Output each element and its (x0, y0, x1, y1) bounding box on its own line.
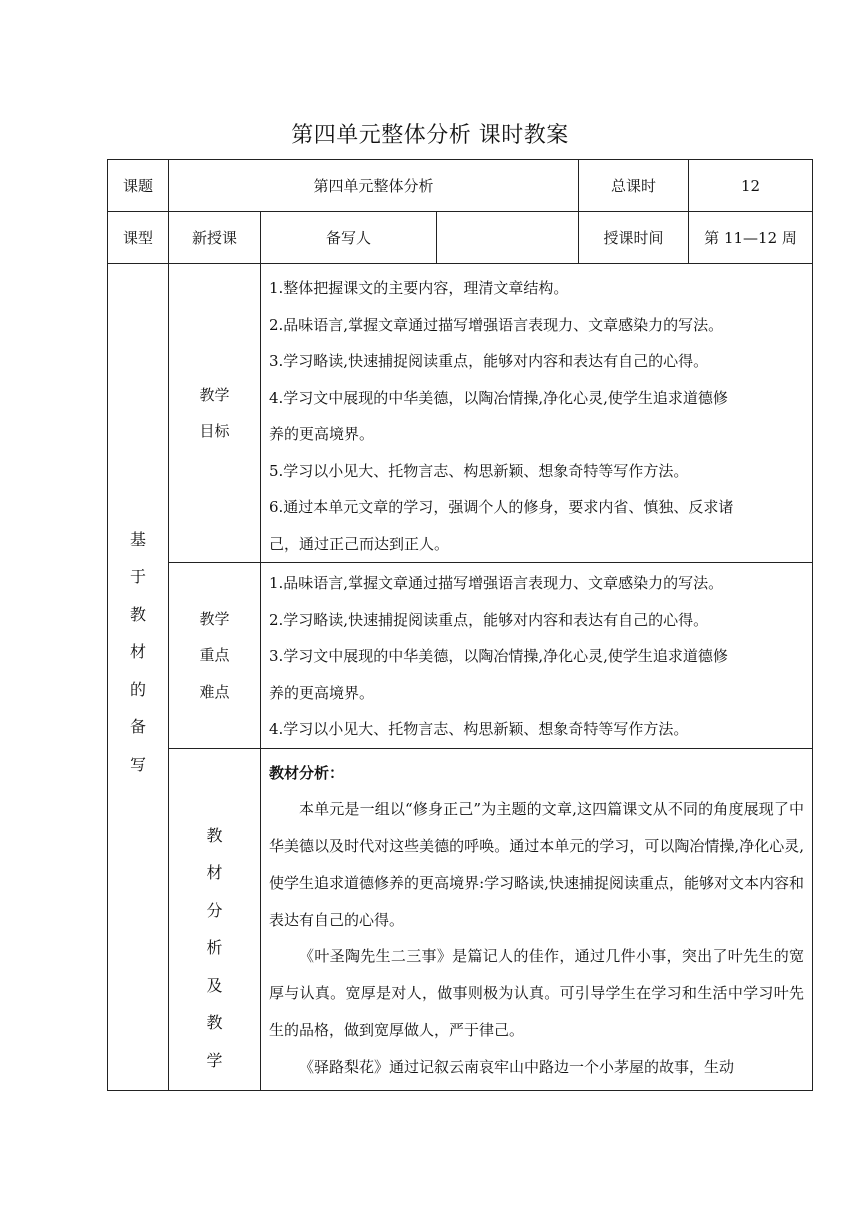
key-point-line: 2.学习略读,快速捕捉阅读重点，能够对内容和表达有自己的心得。 (269, 610, 709, 629)
label-lesson-type: 课型 (108, 212, 169, 264)
key-point-line: 1.品味语言,掌握文章通过描写增强语言表现力、文章感染力的写法。 (269, 574, 724, 592)
analysis-text (269, 755, 804, 1086)
section-label-cell (108, 264, 169, 1091)
analysis-label-char: 教 (206, 1013, 223, 1032)
row-goals (108, 264, 813, 563)
goal-line: 养的更高境界。 (269, 425, 375, 443)
key-points-label-line: 重点 (199, 646, 230, 664)
analysis-paragraph: 本单元是一组以“修身正己”为主题的文章,这四篇课文从不同的角度展现了中华美德以及时代对这些美德的呼唤。通过本单元的学习，可以陶冶情操,净化心灵,使学生追求道德修养的更高境界:学习略读,快速捕捉阅读重点，能够对文本内容和表达有自己的心得。 (269, 800, 805, 929)
key-points-label (169, 563, 261, 749)
section-label-char: 于 (129, 567, 146, 586)
key-points-label-line: 教学 (199, 609, 230, 628)
analysis-label-char: 学 (206, 1050, 223, 1070)
teaching-time-value: 第 11—12 周 (689, 212, 813, 264)
analysis-content (261, 748, 813, 1090)
row-analysis (108, 748, 813, 1090)
key-points-content (261, 563, 813, 749)
total-hours-value: 12 (689, 160, 813, 212)
section-label (108, 521, 168, 784)
goal-line: 6.通过本单元文章的学习，强调个人的修身，要求内省、慎独、反求诸 (269, 498, 734, 516)
analysis-label-char: 及 (206, 975, 223, 995)
label-topic: 课题 (108, 160, 169, 212)
goal-line: 1.整体把握课文的主要内容，理清文章结构。 (269, 279, 569, 297)
topic-value: 第四单元整体分析 (169, 160, 579, 212)
section-label-char: 的 (129, 679, 146, 699)
lesson-type-value: 新授课 (169, 212, 261, 264)
label-teaching-time: 授课时间 (579, 212, 689, 264)
goal-line: 3.学习略读,快速捕捉阅读重点，能够对内容和表达有自己的心得。 (269, 352, 709, 370)
lesson-plan-table (107, 159, 813, 1091)
section-label-char: 材 (129, 642, 146, 661)
label-author: 备写人 (261, 212, 437, 264)
goal-line: 2.品味语言,掌握文章通过描写增强语言表现力、文章感染力的写法。 (269, 315, 724, 334)
row-type (108, 212, 813, 264)
analysis-heading: 教材分析： (269, 763, 345, 782)
section-label-char: 备 (129, 717, 146, 736)
section-label-char: 教 (129, 604, 146, 624)
section-label-char: 基 (129, 529, 146, 549)
page-title: 第四单元整体分析 课时教案 (291, 123, 569, 148)
goals-label (169, 264, 261, 563)
analysis-paragraph: 《叶圣陶先生二三事》是篇记人的佳作，通过几件小事，突出了叶先生的宽厚与认真。宽厚是对人，做事则极为认真。可引导学生在学习和生活中学习叶先生的品格，做到宽厚做人，严于律己。 (269, 947, 805, 1040)
label-total-hours: 总课时 (579, 160, 689, 212)
analysis-paragraph: 《驿路梨花》通过记叙云南哀牢山中路边一个小茅屋的故事，生动 (299, 1057, 735, 1076)
goals-label-line: 目标 (199, 422, 230, 440)
goals-label-line: 教学 (199, 385, 230, 404)
analysis-label-char: 材 (206, 863, 223, 882)
analysis-label-char: 分 (206, 900, 223, 920)
key-points-label-line: 难点 (199, 682, 230, 701)
author-value (437, 212, 579, 264)
row-key-points (108, 563, 813, 749)
analysis-label (169, 748, 261, 1090)
goal-line: 5.学习以小见大、托物言志、构思新颖、想象奇特等写作方法。 (269, 461, 689, 480)
row-topic (108, 160, 813, 212)
analysis-label-char: 析 (206, 938, 223, 957)
section-label-char: 写 (129, 754, 146, 774)
analysis-label-char: 教 (206, 825, 223, 845)
goals-content (261, 264, 813, 563)
goal-line: 4.学习文中展现的中华美德，以陶冶情操,净化心灵,使学生追求道德修 (269, 388, 728, 407)
key-point-line: 3.学习文中展现的中华美德，以陶冶情操,净化心灵,使学生追求道德修 (269, 647, 728, 665)
goal-line: 己，通过正己而达到正人。 (269, 534, 450, 553)
key-point-line: 4.学习以小见大、托物言志、构思新颖、想象奇特等写作方法。 (269, 720, 689, 738)
key-point-line: 养的更高境界。 (269, 683, 375, 702)
